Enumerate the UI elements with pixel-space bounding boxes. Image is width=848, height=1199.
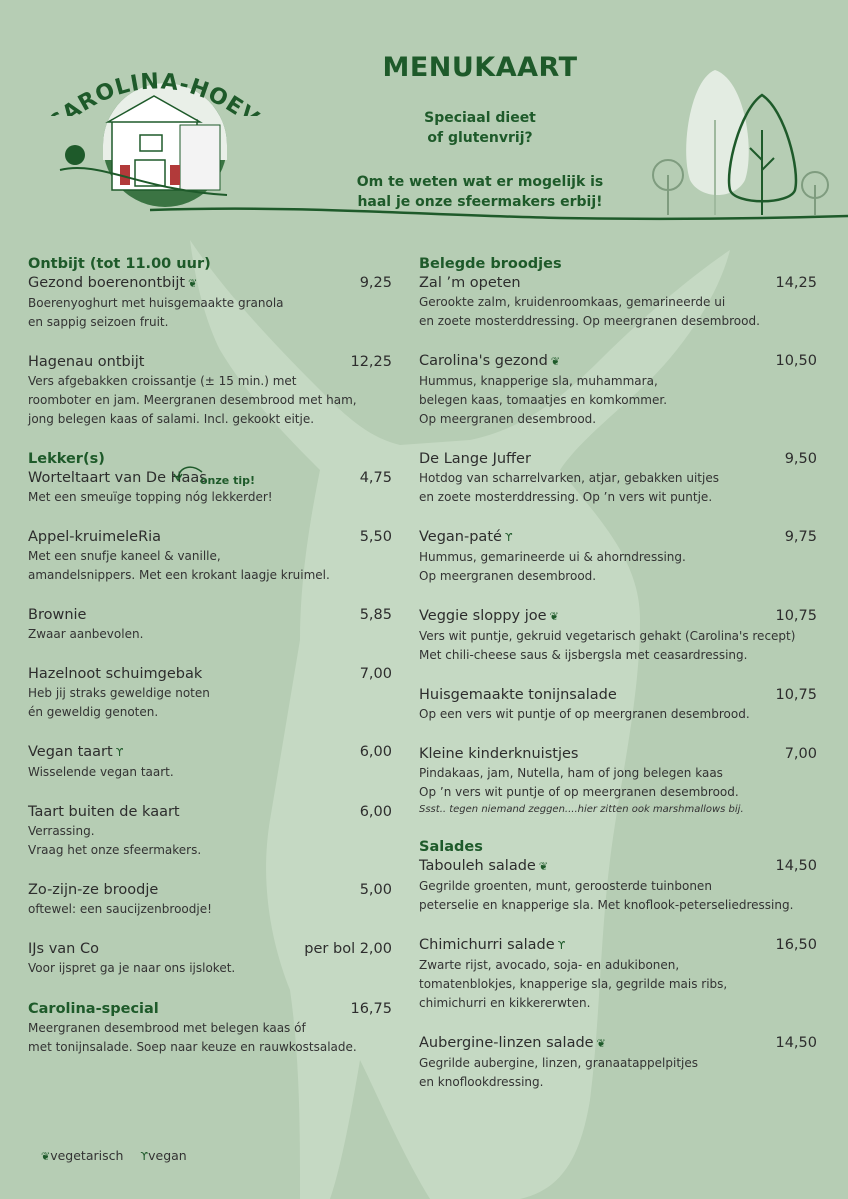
special-row [28,999,392,1019]
menu-item [28,352,392,429]
info-line-2: haal je onze sfeermakers erbij! [357,194,603,210]
menu-item-description: Hummus, knapperige sla, muhammara, belegen kaas, tomaatjes en komkommer. Op meergranen desembrood. [419,374,668,426]
menu-item-name: Kleine kinderknuistjes [419,746,579,762]
menu-item [419,273,817,331]
section-heading-sandwiches: Belegde broodjes [419,256,562,272]
menu-item-name: De Lange Juffer [419,451,531,467]
menu-item-description: Vers wit puntje, gekruid vegetarisch gehakt (Carolina's recept) Met chili-cheese saus & ijsbergsla met ceasardressing. [419,629,796,662]
vegetarian-icon: ❦ [549,610,559,623]
menu-item-description: Met een smeuïge topping nóg lekkerder! [28,490,273,504]
vegan-icon: ϒ [140,1150,149,1163]
menu-item-description: Hummus, gemarineerde ui & ahorndressing. Op meergranen desembrood. [419,550,686,583]
menu-item-price: 14,25 [775,275,817,291]
menu-item-description: Boerenyoghurt met huisgemaakte granola en sappig seizoen fruit. [28,296,284,329]
menu-item [419,351,817,429]
menu-item-name: Brownie [28,607,87,623]
menu-item [28,527,392,585]
menu-item-price: 7,00 [784,746,817,762]
diet-line-1: Speciaal dieet [424,110,536,126]
menu-item-name: Vegan-paté ϒ [419,527,513,548]
menu-item-price: 7,00 [359,666,392,682]
menu-item-row [419,606,817,627]
menu-item-price: 10,75 [775,608,817,624]
menu-item-row [28,273,392,294]
menu-item-note: Ssst.. tegen niemand zeggen....hier zitten ook marshmallows bij. [419,804,744,815]
menu-item-description: Wisselende vegan taart. [28,765,174,779]
vegetarian-icon: ❦ [538,860,549,873]
legend-vegan [137,1148,186,1163]
menu-item-row [28,802,392,822]
menu-item-description: Heb jij straks geweldige noten én geweldig genoten. [28,686,210,719]
menu-item [419,744,817,817]
menu-item-description: Hotdog van scharrelvarken, atjar, gebakken uitjes en zoete mosterddressing. Op ’n vers wit puntje. [419,471,719,504]
section-heading-sweets: Lekker(s) [28,451,105,467]
menu-item-description: Vers afgebakken croissantje (± 15 min.) met roomboter en jam. Meergranen desembrood met ham, jong belegen kaas of salami. Incl. gekookt eitje. [28,374,357,426]
menu-item [28,880,392,919]
menu-item-name: Veggie sloppy joe ❦ [419,606,559,627]
tip-annotation: onze tip! [200,474,255,487]
section-heading-special: Carolina-special [28,1001,159,1017]
menu-item-price: per bol 2,00 [304,941,392,957]
vegan-icon: ϒ [557,939,566,952]
menu-item-description: Zwarte rijst, avocado, soja- en adukibonen, tomatenblokjes, knapperige sla, gegrilde mais ribs, chimichurri en kikkererwten. [419,958,728,1010]
legend-vegetarian [38,1148,123,1163]
sweets-list [28,468,392,978]
diet-question [370,108,590,148]
breakfast-list [28,273,392,429]
vegetarian-icon: ❦ [596,1037,606,1050]
menu-item-description: Op een vers wit puntje of op meergranen desembrood. [419,707,750,721]
menu-item-row [28,352,392,372]
info-text [330,172,630,212]
menu-item [28,664,392,722]
menu-item-price: 10,50 [775,353,817,369]
tip-arrow-icon [172,462,212,486]
page-title: MENUKAART [382,52,578,83]
menu-item [28,742,392,782]
menu-item-name: IJs van Co [28,941,99,957]
menu-item-price: 9,50 [784,451,817,467]
menu-item [419,1033,817,1092]
menu-item-row [419,527,817,548]
menu-item-price: 12,25 [350,354,392,370]
menu-item [28,273,392,332]
menu-item-description: Voor ijspret ga je naar ons ijsloket. [28,961,236,975]
vegan-icon: ϒ [115,746,124,759]
menu-item [419,935,817,1013]
menu-item [419,606,817,665]
special-price: 16,75 [350,1001,392,1017]
menu-item [28,802,392,860]
vegetarian-icon: ❦ [188,277,198,290]
menu-item-price: 9,25 [359,275,392,291]
menu-item-description: Zwaar aanbevolen. [28,627,144,641]
legend-vegan-label: vegan [148,1148,187,1163]
menu-item [419,449,817,507]
menu-item [28,939,392,978]
menu-item-row [419,685,817,705]
menu-item-price: 5,00 [359,882,392,898]
menu-item-price: 4,75 [359,470,392,486]
menu-item-description: Gerookte zalm, kruidenroomkaas, gemarineerde ui en zoete mosterddressing. Op meergranen desembrood. [419,295,760,328]
menu-item-price: 5,85 [359,607,392,623]
menu-item-description: Verrassing. Vraag het onze sfeermakers. [28,824,202,857]
menu-item-description: Pindakaas, jam, Nutella, ham of jong belegen kaas Op ’n vers wit puntje of op meergranen desembrood. [419,766,739,799]
menu-item-description: oftewel: een saucijzenbroodje! [28,902,212,916]
diet-line-2: of glutenvrij? [427,130,533,146]
menu-item-description: Met een snufje kaneel & vanille, amandelsnippers. Met een krokant laagje kruimel. [28,549,330,582]
menu-item-price: 16,50 [775,937,817,953]
menu-item-name: Tabouleh salade ❦ [419,856,548,877]
right-column [419,255,817,1092]
sandwiches-list [419,273,817,817]
special-description: Meergranen desembrood met belegen kaas óf met tonijnsalade. Soep naar keuze en rauwkostsalade. [28,1021,357,1054]
logo-brand-text: AROLINA-HOE [57,69,248,116]
menu-item-price: 10,75 [775,687,817,703]
menu-item-row [419,1033,817,1054]
menu-item-price: 14,50 [775,858,817,874]
info-line-1: Om te weten wat er mogelijk is [356,174,604,190]
menu-item [419,856,817,915]
menu-item-name: Vegan taart ϒ [28,742,123,763]
vegan-icon: ϒ [504,531,513,544]
menu-item-row [419,935,817,956]
menu-item-name: Aubergine-linzen salade ❦ [419,1033,606,1054]
menu-item [419,685,817,724]
menu-item-row [28,527,392,547]
legend-vegetarian-label: vegetarisch [50,1148,124,1163]
menu-item-row [28,880,392,900]
menu-item-row [419,449,817,469]
menu-item-price: 9,75 [784,529,817,545]
left-column [28,255,392,1057]
menu-item-row [28,939,392,959]
menu-item-name: Hagenau ontbijt [28,354,145,370]
menu-item-name: Taart buiten de kaart [28,804,180,820]
section-heading-breakfast: Ontbijt (tot 11.00 uur) [28,256,211,272]
menu-item-name: Zal ’m opeten [419,275,521,291]
menu-item-row [419,856,817,877]
menu-item-row [28,605,392,625]
menu-item-row [419,351,817,372]
menu-item-price: 6,00 [359,804,392,820]
svg-text:CAROLINA-HOEVE [43,69,272,116]
diet-legend [38,1148,187,1163]
trees-decoration [653,70,828,215]
menu-item-name: Chimichurri salade ϒ [419,935,565,956]
menu-item-row [419,273,817,293]
menu-item-price: 5,50 [359,529,392,545]
menu-item-name: Hazelnoot schuimgebak [28,666,203,682]
menu-item-row [28,664,392,684]
menu-item-name: Carolina's gezond ❦ [419,351,560,372]
menu-item-row [28,742,392,763]
vegetarian-icon: ❦ [550,355,561,368]
menu-item-description: Gegrilde groenten, munt, geroosterde tuinbonen peterselie en knapperige sla. Met knoflook-peterseliedressing. [419,879,794,912]
menu-item-name: Appel-kruimeleRia [28,529,162,545]
section-heading-salads: Salades [419,839,483,855]
menu-item-description: Gegrilde aubergine, linzen, granaatappelpitjes en knoflookdressing. [419,1056,699,1089]
menu-item-row [419,744,817,764]
menu-item [28,605,392,644]
salads-list [419,856,817,1092]
menu-item-price: 14,50 [775,1035,817,1051]
menu-item-name: Huisgemaakte tonijnsalade [419,687,617,703]
menu-item-name: Worteltaart van De Haas [28,470,207,486]
menu-item-price: 6,00 [359,744,392,760]
menu-item-name: Zo-zijn-ze broodje [28,882,159,898]
logo-text [42,56,272,116]
vegetarian-icon: ❦ [41,1150,51,1163]
menu-item-name: Gezond boerenontbijt ❦ [28,273,197,294]
menu-item [419,527,817,586]
